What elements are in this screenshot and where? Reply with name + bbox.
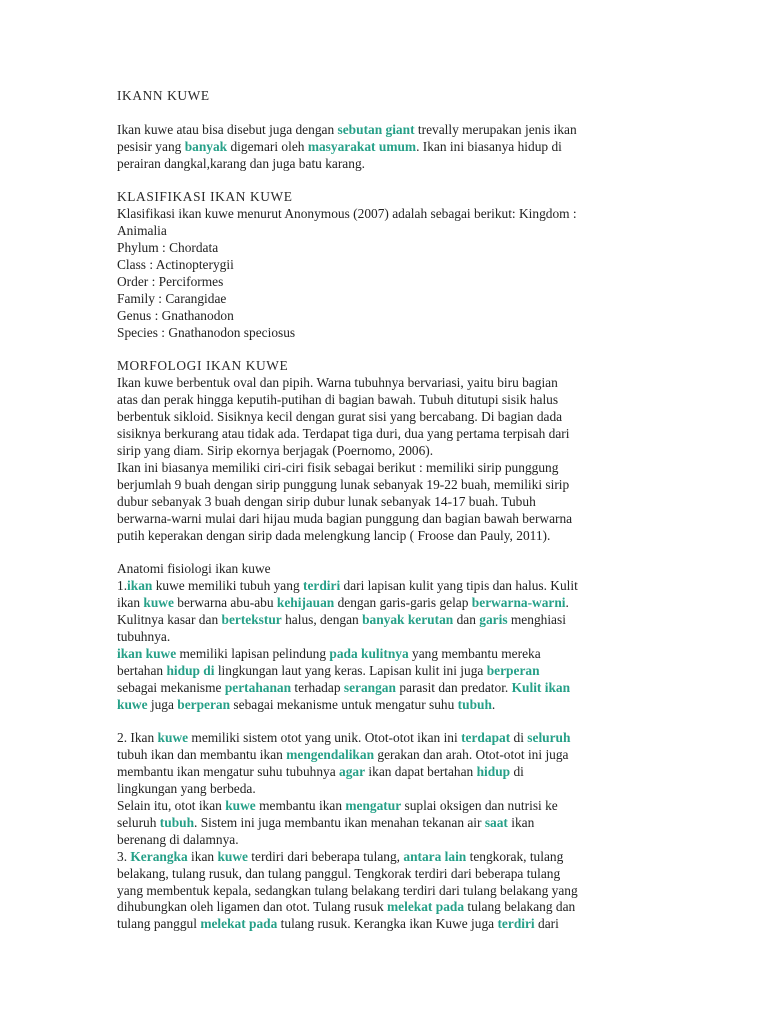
highlighted-term: seluruh (527, 730, 571, 746)
text-run: bertahan (117, 662, 167, 678)
text-run: putih keperakan dengan sirip dada melengkung lancip ( Froose dan Pauly, 2011). (117, 527, 551, 543)
text-line (117, 122, 658, 139)
text-run: 1. (117, 578, 128, 594)
text-line (117, 528, 658, 545)
text-run: lingkungan laut yang keras. Lapisan kulit ini juga (214, 662, 487, 678)
highlighted-term: kehijauan (276, 595, 335, 611)
text-line (117, 866, 658, 883)
highlighted-term: berperan (177, 696, 231, 712)
text-run: Ikan ini biasanya memiliki ciri-ciri fisik sebagai berikut : memiliki sirip punggung (117, 459, 559, 475)
highlighted-term: kuwe (225, 797, 256, 813)
text-run: ikan (117, 595, 144, 611)
text-run: ikan (187, 848, 218, 864)
text-line (117, 358, 658, 375)
text-run: tulang belakang dan (464, 899, 576, 915)
highlighted-term: kuwe (217, 848, 248, 864)
text-run: ikan dapat bertahan (365, 764, 477, 780)
text-run: seluruh (117, 814, 160, 830)
highlighted-term: bertekstur (221, 612, 282, 628)
highlighted-term: kuwe (117, 696, 148, 712)
text-line (117, 477, 658, 494)
text-run: menghiasi (507, 612, 566, 628)
text-line (117, 189, 658, 206)
text-run: tubuh ikan dan membantu ikan (117, 747, 287, 763)
text-run: Phylum : Chordata (117, 240, 219, 256)
text-run: Ikan kuwe berbentuk oval dan pipih. Warna tubuhnya bervariasi, yaitu biru bagian (117, 375, 558, 391)
text-run: sisiknya berkurang atau tidak ada. Terdapat tiga duri, dua yang pertama terpisah dari (117, 426, 570, 442)
highlighted-term: mengendalikan (286, 747, 375, 763)
highlighted-term: hidup di (166, 662, 215, 678)
text-run: tubuhnya. (117, 628, 171, 644)
highlighted-term: berwarna-warni (471, 595, 566, 611)
text-run: . (491, 696, 496, 712)
text-line (117, 815, 658, 832)
text-run: sebagai mekanisme untuk mengatur suhu (230, 696, 458, 712)
text-line (117, 680, 658, 697)
paragraph (117, 561, 658, 713)
document-body (117, 122, 658, 933)
text-line (117, 883, 658, 900)
text-line (117, 578, 658, 595)
text-run: dari (534, 916, 559, 932)
paragraph-gap (117, 342, 658, 359)
text-line (117, 139, 658, 156)
text-run: berjumlah 9 buah dengan sirip punggung lunak sebanyak 19-22 buah, memiliki sirip (117, 476, 570, 492)
text-line (117, 747, 658, 764)
text-run: atas dan perak hingga keputih-putihan di bagian bawah. Tubuh ditutupi sisik halus (117, 392, 559, 408)
text-run: tengkorak, tulang (466, 848, 564, 864)
text-line (117, 899, 658, 916)
highlighted-term: tubuh (457, 696, 492, 712)
text-line (117, 325, 658, 342)
text-run: suplai oksigen dan nutrisi ke (401, 797, 558, 813)
highlighted-term: melekat pada (200, 916, 278, 932)
text-run: KLASIFIKASI IKAN KUWE (117, 189, 293, 205)
text-run: parasit dan predator. (395, 679, 512, 695)
text-line (117, 629, 658, 646)
paragraph-gap (117, 544, 658, 561)
text-run: kuwe memiliki tubuh yang (152, 578, 303, 594)
highlighted-term: Kerangka (130, 848, 188, 864)
text-run: Genus : Gnathanodon (117, 307, 234, 323)
text-line (117, 511, 658, 528)
text-line (117, 392, 658, 409)
text-run: 3. (117, 848, 131, 864)
highlighted-term: banyak (184, 138, 228, 154)
paragraph-gap (117, 105, 658, 122)
text-line (117, 443, 658, 460)
text-line (117, 494, 658, 511)
text-run: yang membentuk kepala, sedangkan tulang belakang terdiri dari tulang belakang yang (117, 882, 578, 898)
text-run: . (565, 595, 569, 611)
text-run: membantu ikan mengatur suhu tubuhnya (117, 764, 340, 780)
text-run: sirip yang diam. Sirip ekornya berjagak (Poernomo, 2006). (117, 442, 434, 458)
text-line (117, 409, 658, 426)
text-line (117, 764, 658, 781)
text-run: trevally merupakan jenis ikan (414, 121, 577, 137)
highlighted-term: garis (479, 612, 508, 628)
text-line (117, 646, 658, 663)
text-run: dubur sebanyak 3 buah dengan sirip dubur lunak sebanyak 14-17 buah. Tubuh (117, 493, 536, 509)
text-line (117, 375, 658, 392)
text-run: pesisir yang (117, 138, 185, 154)
text-run: . Sistem ini juga membantu ikan menahan tekanan air (194, 814, 485, 830)
highlighted-term: terdiri (302, 578, 341, 594)
text-run: berbentuk sikloid. Sisiknya kecil dengan gurat sisi yang bercabang. Di bagian dada (117, 409, 563, 425)
text-line (117, 460, 658, 477)
text-line (117, 781, 658, 798)
text-run: Order : Perciformes (117, 273, 224, 289)
text-run: Klasifikasi ikan kuwe menurut Anonymous (2007) adalah sebagai berikut: Kingdom : (117, 206, 577, 222)
text-run: Selain itu, otot ikan (117, 797, 226, 813)
highlighted-term: pertahanan (224, 679, 292, 695)
highlighted-term: serangan (343, 679, 396, 695)
text-line (117, 663, 658, 680)
text-run: 2. Ikan (117, 730, 158, 746)
highlighted-term: masyarakat umum (307, 138, 417, 154)
paragraph (117, 122, 658, 173)
text-run: Family : Carangidae (117, 290, 227, 306)
text-run: memiliki sistem otot yang unik. Otot-otot ikan ini (188, 730, 462, 746)
text-run: lingkungan yang berbeda. (117, 781, 256, 797)
text-run: . Ikan ini biasanya hidup di (416, 138, 562, 154)
text-run: terhadap (291, 679, 344, 695)
highlighted-term: sebutan giant (337, 121, 415, 137)
highlighted-term: banyak kerutan (362, 612, 454, 628)
text-line (117, 561, 658, 578)
paragraph-gap (117, 713, 658, 730)
text-line (117, 206, 658, 223)
text-line (117, 274, 658, 291)
text-run: tulang panggul (117, 916, 201, 932)
text-line (117, 257, 658, 274)
text-line (117, 916, 658, 933)
text-line (117, 612, 658, 629)
text-run: MORFOLOGI IKAN KUWE (117, 358, 289, 374)
highlighted-term: ikan (127, 578, 153, 594)
text-run: juga (147, 696, 178, 712)
highlighted-term: terdapat (461, 730, 511, 746)
highlighted-term: mengatur (345, 797, 402, 813)
text-line (117, 849, 658, 866)
highlighted-term: berperan (486, 662, 540, 678)
text-line (117, 798, 658, 815)
highlighted-term: kuwe (157, 730, 189, 746)
highlighted-term: agar (339, 764, 366, 780)
text-run: yang membantu mereka (408, 645, 541, 661)
paragraph (117, 189, 658, 341)
text-run: sebagai mekanisme (117, 679, 225, 695)
text-line (117, 156, 658, 173)
highlighted-term: saat (484, 814, 508, 830)
text-run: berwarna abu-abu (173, 595, 277, 611)
text-run: berenang di dalamnya. (117, 831, 239, 847)
highlighted-term: hidup (476, 764, 511, 780)
text-run: dengan garis-garis gelap (334, 595, 472, 611)
text-run: dari lapisan kulit yang tipis dan halus. Kulit (340, 578, 578, 594)
highlighted-term: pada kulitnya (329, 645, 409, 661)
paragraph (117, 730, 658, 933)
text-run: dan (453, 612, 480, 628)
text-run: perairan dangkal,karang dan juga batu karang. (117, 155, 365, 171)
text-run: Species : Gnathanodon speciosus (117, 324, 296, 340)
text-run: Anatomi fisiologi ikan kuwe (117, 561, 271, 577)
text-run: terdiri dari beberapa tulang, (247, 848, 404, 864)
text-run: di (510, 730, 528, 746)
highlighted-term: antara lain (403, 848, 467, 864)
text-run: berwarna-warni mulai dari hijau muda bagian punggung dan bagian bawah berwarna (117, 510, 573, 526)
text-run: gerakan dan arah. Otot-otot ini juga (374, 747, 569, 763)
text-run: membantu ikan (255, 797, 346, 813)
text-run: Kulitnya kasar dan (117, 612, 222, 628)
text-run: Animalia (117, 223, 167, 239)
text-line (117, 240, 658, 257)
highlighted-term: tubuh (159, 814, 195, 830)
text-line (117, 832, 658, 849)
text-line (117, 595, 658, 612)
text-run: belakang, tulang rusuk, dan tulang panggul. Tengkorak terdiri dari beberapa tulang (117, 865, 561, 881)
text-run: Ikan kuwe atau bisa disebut juga dengan (117, 121, 338, 137)
text-line (117, 697, 658, 714)
text-line (117, 291, 658, 308)
text-line (117, 308, 658, 325)
text-line (117, 426, 658, 443)
paragraph (117, 358, 658, 544)
highlighted-term: kuwe (143, 595, 174, 611)
text-line (117, 223, 658, 240)
highlighted-term: melekat pada (387, 899, 465, 915)
highlighted-term: ikan kuwe (117, 645, 177, 661)
document-title: IKANN KUWE (117, 88, 210, 103)
paragraph-gap (117, 173, 658, 190)
text-run: Class : Actinopterygii (117, 257, 234, 273)
text-run: halus, dengan (281, 612, 363, 628)
text-line (117, 730, 658, 747)
highlighted-term: terdiri (497, 916, 535, 932)
text-run: tulang rusuk. Kerangka ikan Kuwe juga (277, 916, 498, 932)
text-run: ikan (507, 814, 535, 830)
text-run: memiliki lapisan pelindung (176, 645, 330, 661)
highlighted-term: Kulit ikan (511, 679, 571, 695)
text-run: dihubungkan oleh ligamen dan otot. Tulang rusuk (117, 899, 388, 915)
text-run: di (510, 764, 524, 780)
text-run: digemari oleh (227, 138, 308, 154)
